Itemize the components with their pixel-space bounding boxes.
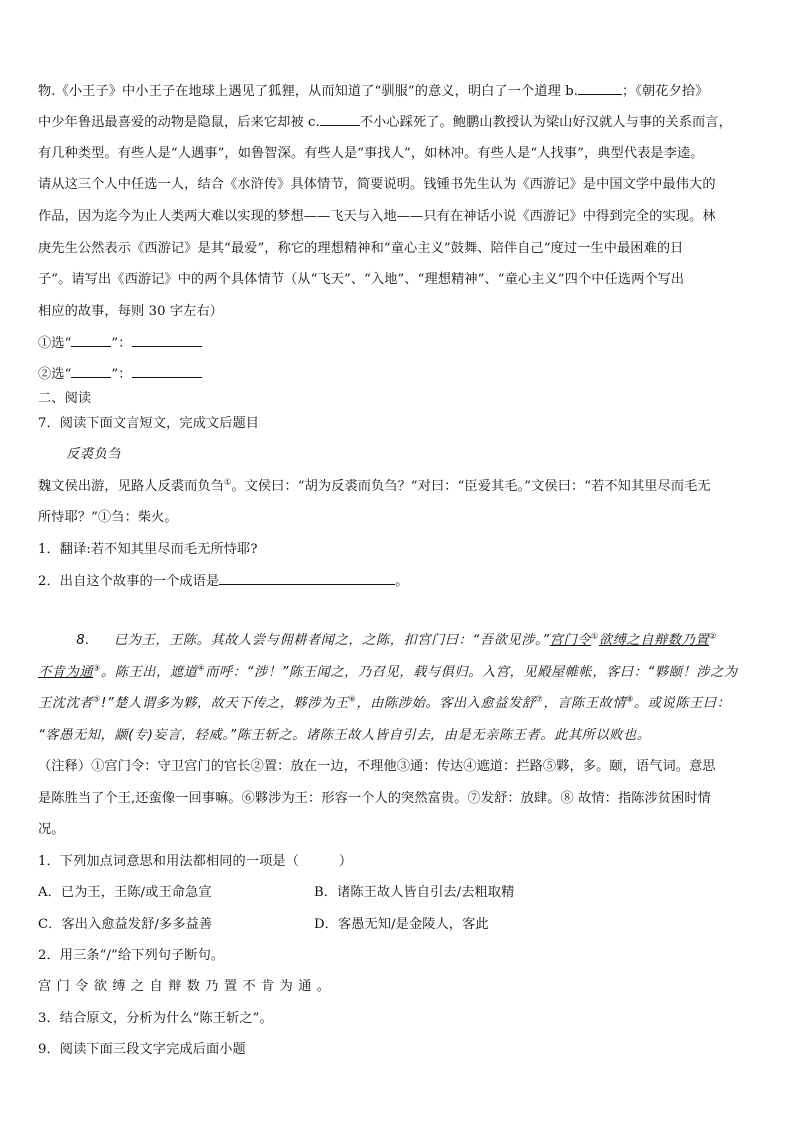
- answer-blank[interactable]: [71, 334, 111, 347]
- options-row-cd: [38, 916, 760, 934]
- options-row-ab: [38, 884, 760, 902]
- notes-line: 是陈胜当了个王,还蛮像一回事嘛。⑥夥涉为王：形容一个人的突然富贵。⑦发舒：放肆。⑧ 故情：指陈涉贫困时情: [38, 791, 711, 806]
- passage-line: 王沈沈者⑤!”楚人谓多为夥，故天下传之，夥涉为王⑥，由陈涉始。客出入愈益发舒⑦，言陈王故情⑧。或说陈王曰：: [38, 694, 731, 711]
- answer-blank-c[interactable]: [320, 113, 360, 126]
- answer-blank[interactable]: [219, 572, 395, 585]
- option-a[interactable]: A．已为王，王陈/或王命急宣: [38, 885, 212, 900]
- option-d[interactable]: D．客愚无知/是金陵人，客此: [314, 917, 489, 932]
- passage-line: 不肯为通③。陈王出，遮道④而呼：“涉！”陈王闻之，乃召见，载与俱归。入宫，见殿屋帷帐，客曰：“夥颐！涉之为: [38, 663, 738, 680]
- text-line: 请从这三个人中任选一人，结合《水浒传》具体情节，简要说明。钱锺书先生认为《西游记》是中国文学中最伟大的: [38, 177, 716, 192]
- question-7-2: 2．出自这个故事的一个成语是 。: [38, 574, 409, 589]
- choice-line-1: ①选“ ”：: [38, 334, 760, 353]
- text-line: 物.《小王子》中小王子在地球上遇见了狐狸，从而知道了“驯服”的意义，明白了一个道理 b. ；《朝花夕拾》: [38, 84, 709, 99]
- question-8-number: 8.: [76, 633, 90, 648]
- question-8-2: 2．用三条“/”给下列句子断句。: [38, 948, 225, 963]
- question-7: 7．阅读下面文言短文，完成文后题目: [38, 416, 260, 431]
- question-8-3: 3．结合原文，分析为什么“陈王斩之”。: [38, 1011, 273, 1026]
- text-line: 相应的故事，每则 30 字左右）: [38, 304, 224, 319]
- passage-line: 8. 已为王，王陈。其故人尝与佣耕者闻之，之陈，扣宫门曰：“吾欲见涉。”宫门令①欲缚之自辩数乃置②: [38, 632, 760, 650]
- text-line: 中少年鲁迅最喜爱的动物是隐鼠，后来它却被 c. 不小心踩死了。鲍鹏山教授认为梁山好汉就人与事的关系而言，: [38, 115, 732, 130]
- text-line: 作品，因为迄今为止人类两大难以实现的梦想——飞天与入地——只有在神话小说《西游记》中得到完全的实现。林: [38, 209, 716, 224]
- sentence-to-punctuate: 宫门令欲缚之自辩数乃置不肯为通。: [38, 979, 336, 994]
- question-9: 9．阅读下面三段文字完成后面小题: [38, 1042, 246, 1057]
- passage-line: “客愚无知，颛(专)妄言，轻威。”陈王斩之。诸陈王故人皆自引去，由是无亲陈王者。此其所以败也。: [38, 728, 651, 743]
- text-line: 庚先生公然表示《西游记》是其“最爱”，称它的理想精神和“童心主义”鼓舞、陪伴自己“度过一生中最困难的日: [38, 241, 684, 256]
- choice-line-2: ②选“ ”：: [38, 365, 760, 384]
- answer-blank[interactable]: [71, 365, 111, 378]
- answer-blank[interactable]: [132, 334, 202, 347]
- option-c[interactable]: C．客出入愈益发舒/多多益善: [38, 917, 213, 932]
- passage-line: 所恃耶？”①刍：柴火。: [38, 510, 178, 525]
- section-heading: 二、阅读: [38, 391, 92, 406]
- option-b[interactable]: B．诸陈王故人皆自引去/去粗取精: [314, 885, 515, 900]
- passage-title: 反裘负刍: [66, 447, 122, 462]
- notes-line: 况。: [38, 822, 65, 837]
- answer-blank-b[interactable]: [578, 82, 622, 95]
- answer-blank[interactable]: [132, 365, 202, 378]
- question-8-1: 1．下列加点词意思和用法都相同的一项是（ ）: [38, 854, 353, 869]
- notes-line: （注释）①宫门令：守卫宫门的官长②置：放在一边，不理他③通：传达④遮道：拦路⑤夥，多。颐，语气词。意思: [38, 759, 716, 774]
- text-line: 子”。请写出《西游记》中的两个具体情节（从“飞天”、“入地”、“理想精神”、“童心主义”四个中任选两个写出: [38, 272, 685, 287]
- text-line: 有几种类型。有些人是“人遇事”，如鲁智深。有些人是“事找人”，如林冲。有些人是“人找事”，典型代表是李逵。: [38, 146, 704, 161]
- passage-line: 魏文侯出游，见路人反裘而负刍①。文侯曰：“胡为反裘而负刍？”对曰：“臣爱其毛。”文侯曰：“若不知其里尽而毛无: [38, 477, 711, 494]
- question-7-1: 1．翻译:若不知其里尽而毛无所恃耶?: [38, 542, 258, 557]
